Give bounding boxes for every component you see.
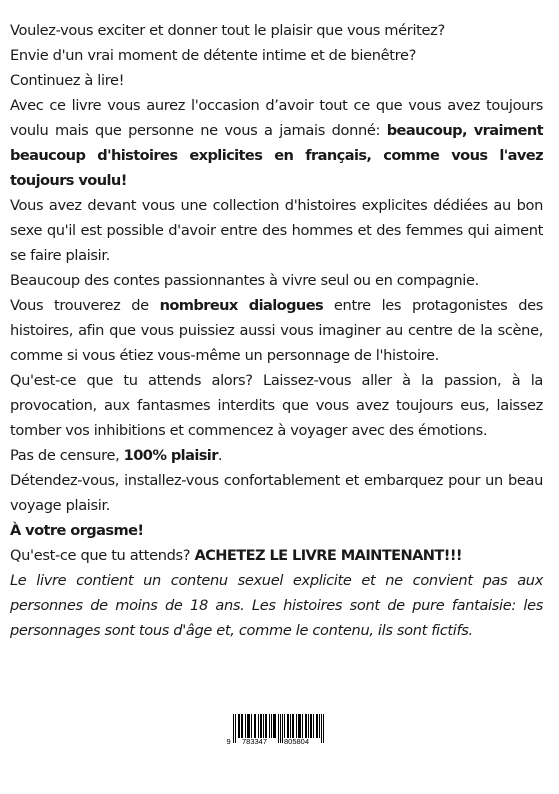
paragraph-contes: Beaucoup des contes passionnantes à vivre seul ou en compagnie. — [10, 272, 479, 289]
barcode-bar — [316, 714, 317, 738]
paragraph-intro-question: Voulez-vous exciter et donner tout le plaisir que vous méritez? — [10, 22, 445, 39]
paragraph-disclaimer — [10, 568, 543, 643]
barcode-bar — [284, 714, 285, 738]
text-span: Avec ce livre vous aurez l'occasion d’avoir tout ce que vous avez toujours voulu mais que personne ne vous a jamais donné: — [10, 97, 543, 139]
bold-span: ACHETEZ LE LIVRE MAINTENANT!!! — [194, 547, 462, 564]
paragraph-attends-alors: Qu'est-ce que tu attends alors? Laissez-vous aller à la passion, à la provocation, aux fantasmes interdits que vous avez toujours eus, laissez tomber vos inhibitions et commencez à voyager avec des émotions. — [10, 372, 543, 439]
text-span: Pas de censure, — [10, 447, 124, 464]
barcode-bar — [242, 714, 243, 738]
barcode-bar — [299, 714, 300, 738]
text-span: . — [217, 447, 223, 464]
barcode-bar — [238, 714, 239, 738]
text-span: entre les protagonistes des histoires, afin que vous puissiez aussi vous imaginer au centre de la scène, comme si vous étiez vous-même un personnage de l'histoire. — [10, 297, 543, 364]
barcode-bar — [247, 714, 248, 738]
barcode-bar — [287, 714, 288, 738]
barcode-bar — [274, 714, 275, 738]
paragraph-dialogues — [10, 293, 543, 368]
barcode-bar — [254, 714, 255, 738]
barcode-bar — [293, 714, 294, 738]
text-span: Vous trouverez de — [10, 297, 160, 314]
paragraph-collection: Vous avez devant vous une collection d'histoires explicites dédiées au bon sexe qu'il est possible d'avoir entre des hommes et des femmes qui aiment se faire plaisir. — [10, 197, 543, 264]
barcode-bar — [302, 714, 303, 738]
barcode-bar — [298, 714, 299, 738]
barcode-bar — [271, 714, 272, 738]
isbn-barcode — [226, 713, 328, 747]
barcode-bar — [273, 714, 274, 738]
barcode-bar — [292, 714, 293, 738]
bold-span: 100% plaisir — [123, 447, 218, 464]
paragraph-detendez-vous: Détendez-vous, installez-vous confortablement et embarquez pour un beau voyage plaisir. — [10, 472, 543, 514]
paragraph-call-to-action — [10, 543, 543, 568]
back-cover-text — [10, 18, 543, 643]
barcode-bar — [323, 714, 324, 743]
paragraph-avec-ce-livre — [10, 93, 543, 193]
barcode-bar — [263, 714, 264, 738]
barcode-bar — [275, 714, 276, 738]
paragraph-continuez: Continuez à lire! — [10, 72, 125, 89]
barcode-bar — [241, 714, 242, 738]
bold-span: beaucoup, vraiment beaucoup d'histoires explicites en français, comme vous l'avez toujours voulu! — [10, 122, 543, 189]
barcode-lead-digit: 9 — [226, 737, 231, 746]
barcode-bar — [260, 714, 261, 738]
barcode-bar — [239, 714, 240, 738]
barcode-bar — [278, 714, 279, 743]
barcode-bar — [280, 714, 281, 743]
barcode-right-digits: 805804 — [284, 737, 310, 746]
barcode-bar — [288, 714, 289, 738]
barcode-icon — [226, 713, 328, 747]
barcode-bar — [251, 714, 252, 738]
bold-span: nombreux dialogues — [159, 297, 324, 314]
barcode-bar — [265, 714, 266, 738]
bold-span: À votre orgasme! — [10, 522, 144, 539]
barcode-bar — [311, 714, 312, 738]
barcode-bar — [310, 714, 311, 738]
barcode-left-digits: 783347 — [242, 737, 268, 746]
barcode-bar — [306, 714, 307, 738]
barcode-bar — [300, 714, 301, 738]
barcode-bar — [282, 714, 283, 743]
barcode-bar — [235, 714, 236, 743]
paragraph-envie: Envie d'un vrai moment de détente intime et de bienêtre? — [10, 47, 417, 64]
barcode-bar — [308, 714, 309, 738]
italic-span: Le livre contient un contenu sexuel explicite et ne convient pas aux personnes de moins de 18 ans. Les histoires sont de pure fantaisie: les personnages sont tous d'âge et, comme le contenu, ils sont fictifs. — [10, 572, 543, 639]
barcode-bar — [321, 714, 322, 743]
barcode-bar — [305, 714, 306, 738]
barcode-bar — [258, 714, 259, 738]
paragraph-censure — [10, 443, 543, 468]
barcode-bar — [245, 714, 246, 738]
barcode-bar — [313, 714, 314, 738]
text-span: Qu'est-ce que tu attends? — [10, 547, 195, 564]
barcode-bar — [249, 714, 250, 738]
barcode-bar — [269, 714, 270, 738]
barcode-bar — [233, 714, 234, 743]
barcode-bar — [261, 714, 262, 738]
barcode-bar — [248, 714, 249, 738]
barcode-bar — [255, 714, 256, 738]
barcode-bar — [266, 714, 267, 738]
barcode-bar — [296, 714, 297, 738]
barcode-bar — [317, 714, 318, 738]
paragraph-orgasme — [10, 518, 543, 543]
barcode-bar — [319, 714, 320, 738]
barcode-bar — [290, 714, 291, 738]
